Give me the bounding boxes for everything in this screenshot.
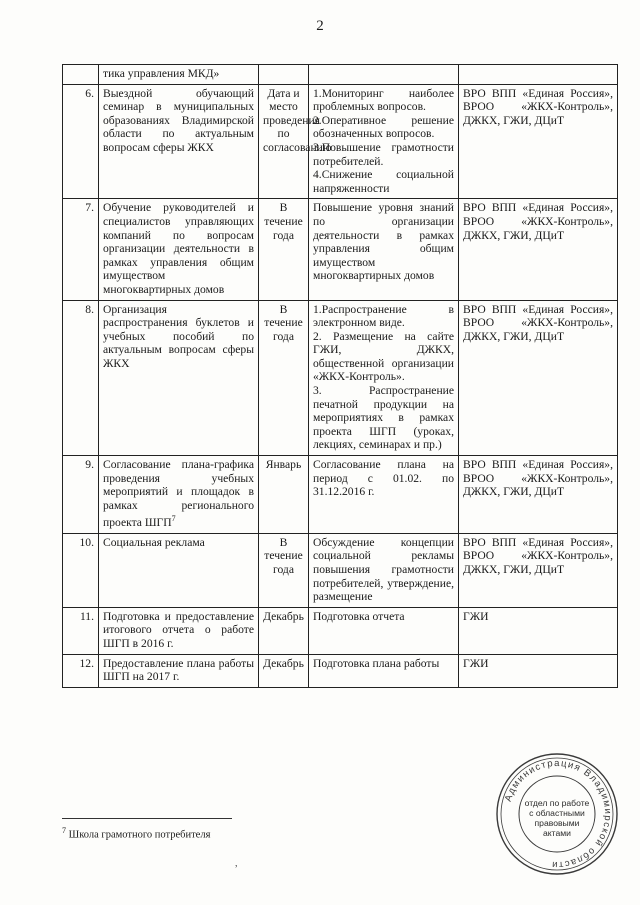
result-cell (309, 654, 459, 687)
table-row (63, 456, 618, 534)
event-cell (99, 199, 259, 300)
continuation-row (63, 65, 618, 85)
executors-cell: ВРО ВПП «Единая Россия», ВРОО «ЖКХ-Контроль», ДЖКХ, ГЖИ, ДЦиТ (459, 456, 618, 534)
result-cell (309, 533, 459, 607)
table-row (63, 607, 618, 654)
footnote-divider (62, 818, 232, 819)
result-cell (309, 607, 459, 654)
result-line: Подготовка плана работы (313, 656, 440, 670)
row-number: 9. (63, 456, 99, 534)
stamp-center-text (522, 798, 592, 838)
row-number: 8. (63, 300, 99, 456)
term-cell: Январь (259, 456, 309, 534)
footnote (62, 826, 210, 841)
footnote-text: Школа грамотного потребителя (68, 829, 211, 841)
event-text: Выездной обучающий семинар в муниципальных образованиях Владимирской области по актуальным вопросам сферы ЖКХ (103, 86, 254, 154)
event-cell (99, 607, 259, 654)
result-cell (309, 84, 459, 199)
row-number: 10. (63, 533, 99, 607)
table-row (63, 84, 618, 199)
term-cell: В течение года (259, 199, 309, 300)
result-cell (309, 456, 459, 534)
event-cell (99, 533, 259, 607)
table-row (63, 300, 618, 456)
executors-cell: ВРО ВПП «Единая Россия», ВРОО «ЖКХ-Контроль», ДЖКХ, ГЖИ, ДЦиТ (459, 533, 618, 607)
row-number: 11. (63, 607, 99, 654)
table-row (63, 654, 618, 687)
event-text: Предоставление плана работы ШГП на 2017 г. (103, 656, 254, 684)
continuation-text: тика управления МКД» (99, 65, 259, 85)
row-number: 12. (63, 654, 99, 687)
term-cell: В течение года (259, 533, 309, 607)
result-line: Подготовка отчета (313, 609, 405, 623)
footnote-mark: 7 (62, 826, 66, 835)
event-cell (99, 654, 259, 687)
event-text: Организация распространения буклетов и учебных пособий по актуальным вопросам сферы ЖКХ (103, 302, 254, 370)
page-number: 2 (316, 18, 324, 34)
result-line: Согласование плана на период с 01.02. по 31.12.2016 г. (313, 458, 454, 499)
events-table (62, 64, 618, 688)
event-text: Обучение руководителей и специалистов управляющих компаний по вопросам организации деятельности в рамках управления общим имуществом многоквартирных домов (103, 201, 254, 296)
table-row (63, 533, 618, 607)
table-cell-executors (459, 65, 618, 85)
event-text: Подготовка и предоставление итогового отчета о работе ШГП в 2016 г. (103, 609, 254, 651)
result-line: 3.Повышение грамотности потребителей. (313, 140, 454, 168)
event-cell (99, 84, 259, 199)
table-cell-result (309, 65, 459, 85)
stamp-ring-text: Администрация Владимирской области (502, 757, 614, 871)
executors-cell: ВРО ВПП «Единая Россия», ВРОО «ЖКХ-Контроль», ДЖКХ, ГЖИ, ДЦиТ (459, 199, 618, 300)
event-text: Социальная реклама (103, 535, 205, 549)
executors-cell: ГЖИ (459, 607, 618, 654)
term-cell: Декабрь (259, 654, 309, 687)
stamp-center-line: отдел по работе (524, 798, 590, 808)
result-line: 2.Оперативное решение обозначенных вопросов. (313, 113, 454, 141)
executors-cell: ГЖИ (459, 654, 618, 687)
result-line: 1.Мониторинг наиболее проблемных вопросов. (313, 86, 454, 114)
result-line: 1.Распространение в электронном виде. (313, 302, 454, 330)
result-line: Повышение уровня знаний по организации деятельности в рамках управления общим имуществом многоквартирных домов (313, 201, 454, 283)
stamp-center-line: с областными (529, 808, 585, 818)
term-cell: Дата и место проведения по согласованию (259, 84, 309, 199)
result-line: 3. Распространение печатной продукции на мероприятиях в рамках проекта ШГП (уроках, лекциях, семинарах и пр.) (313, 384, 454, 452)
row-number: 6. (63, 84, 99, 199)
stamp-center-line: актами (543, 828, 571, 838)
event-cell (99, 456, 259, 534)
term-cell: В течение года (259, 300, 309, 456)
table-cell-term (259, 65, 309, 85)
table-row (63, 199, 618, 300)
event-cell (99, 300, 259, 456)
row-number: 7. (63, 199, 99, 300)
footnote-reference: 7 (171, 514, 176, 524)
result-line: Обсуждение концепции социальной рекламы повышения грамотности потребителей, утверждение, размещение (313, 535, 454, 604)
event-text: Согласование плана-графика проведения учебных мероприятий и площадок в рамках регионального проекта ШГП (103, 458, 254, 530)
result-line: 4.Снижение социальной напряженности (313, 168, 454, 195)
result-cell (309, 199, 459, 300)
result-cell (309, 300, 459, 456)
stamp-center-line: правовыми (534, 818, 580, 828)
result-line: 2. Размещение на сайте ГЖИ, ДЖКХ, общественной организации «ЖКХ-Контроль». (313, 329, 454, 384)
table-cell-num (63, 65, 99, 85)
executors-cell: ВРО ВПП «Единая Россия», ВРОО «ЖКХ-Контроль», ДЖКХ, ГЖИ, ДЦиТ (459, 84, 618, 199)
scan-mark: , (235, 858, 238, 869)
term-cell: Декабрь (259, 607, 309, 654)
events-table-body (63, 65, 618, 688)
executors-cell: ВРО ВПП «Единая Россия», ВРОО «ЖКХ-Контроль», ДЖКХ, ГЖИ, ДЦиТ (459, 300, 618, 456)
